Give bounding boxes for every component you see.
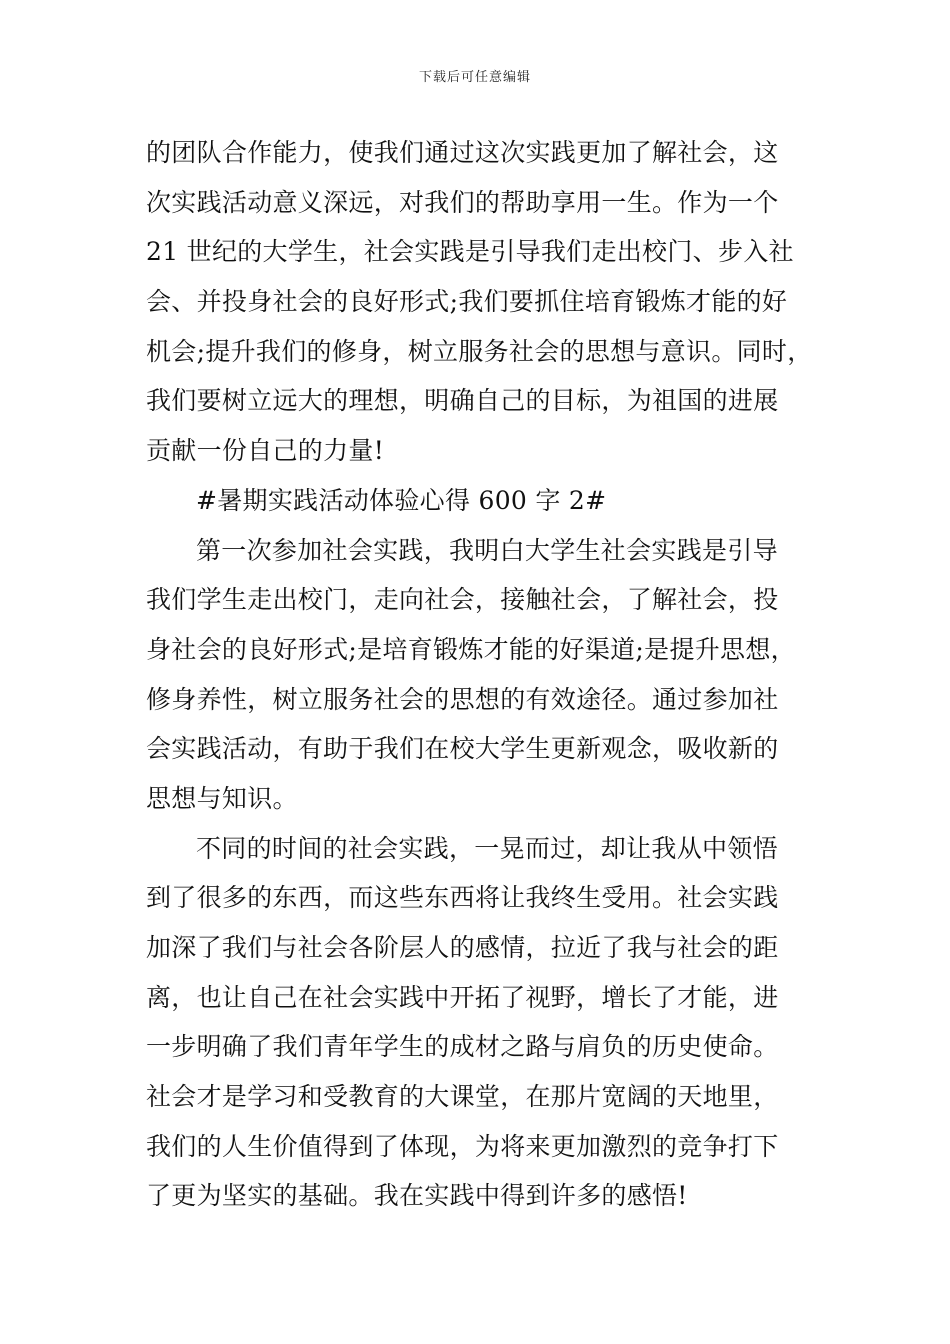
text-line: 会、并投身社会的良好形式;我们要抓住培育锻炼才能的好 (146, 287, 788, 317)
text-line: 思想与知识。 (146, 783, 298, 813)
text-line: 的团队合作能力，使我们通过这次实践更加了解社会，这 (146, 138, 779, 167)
paragraph-start-line: 不同的时间的社会实践，一晃而过，却让我从中领悟 (196, 833, 778, 863)
text-line: 了更为坚实的基础。我在实践中得到许多的感悟! (146, 1181, 688, 1211)
page-header: 下载后可任意编辑 (418, 70, 531, 85)
text-line: 贡献一份自己的力量! (146, 436, 385, 466)
paragraph-start-line: 第一次参加社会实践，我明白大学生社会实践是引导 (196, 535, 778, 565)
text-line: 我们学生走出校门，走向社会，接触社会，了解社会，投 (146, 585, 779, 615)
text-line: 社会才是学习和受教育的大课堂，在那片宽阔的天地里， (146, 1082, 779, 1112)
text-line: 我们要树立远大的理想，明确自己的目标，为祖国的进展 (146, 386, 779, 416)
document-body (146, 128, 813, 1221)
text-line: 修身养性，树立服务社会的思想的有效途径。通过参加社 (146, 684, 779, 714)
text-line: 21 世纪的大学生，社会实践是引导我们走出校门、步入社 (146, 237, 794, 267)
text-line: 一步明确了我们青年学生的成材之路与肩负的历史使命。 (146, 1032, 779, 1062)
section-heading: #暑期实践活动体验心得 600 字 2# (196, 485, 607, 515)
text-line: 离，也让自己在社会实践中开拓了视野，增长了才能，进 (146, 982, 779, 1012)
text-line: 我们的人生价值得到了体现，为将来更加激烈的竞争打下 (146, 1131, 779, 1161)
text-line: 次实践活动意义深远，对我们的帮助享用一生。作为一个 (146, 187, 779, 217)
text-line: 机会;提升我们的修身，树立服务社会的思想与意识。同时， (146, 336, 813, 366)
text-line: 身社会的良好形式;是培育锻炼才能的好渠道;是提升思想， (146, 634, 796, 664)
text-line: 加深了我们与社会各阶层人的感情，拉近了我与社会的距 (146, 933, 779, 962)
text-line: 到了很多的东西，而这些东西将让我终生受用。社会实践 (146, 883, 779, 913)
text-line: 会实践活动，有助于我们在校大学生更新观念，吸收新的 (146, 734, 779, 764)
